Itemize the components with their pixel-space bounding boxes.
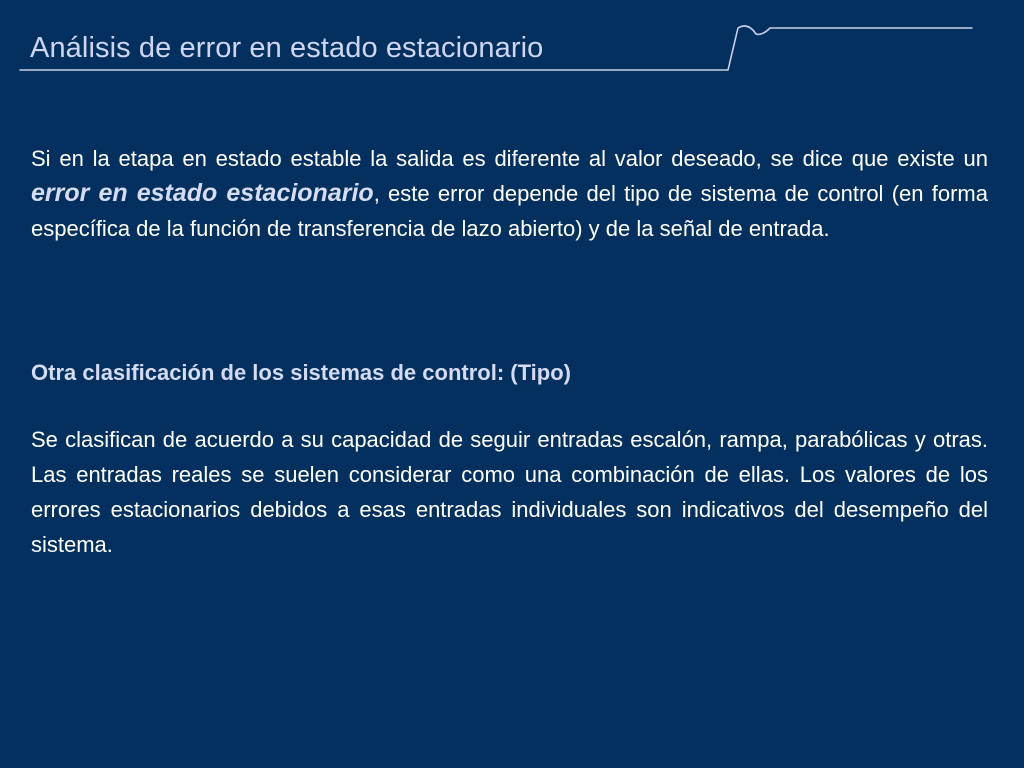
paragraph-classification: Se clasifican de acuerdo a su capacidad de seguir entradas escalón, rampa, parabólicas y otras. Las entradas reales se suelen considerar como una combinación de ellas. Los valores de los errores estacionarios debidos a esas entradas individuales son indicativos del desempeño del sistema.	[31, 427, 988, 557]
paragraph-definition-end: , este error depende del tipo de sistema de control (en forma específica de la función de transferencia de lazo abierto) y de la señal de entrada.	[31, 181, 988, 241]
paragraph-definition	[31, 141, 988, 246]
emphasized-term: error en estado estacionario	[31, 179, 374, 207]
slide-title: Análisis de error en estado estacionario	[30, 32, 544, 64]
section-heading: Otra clasificación de los sistemas de control: (Tipo)	[31, 360, 571, 385]
paragraph-definition-start: Si en la etapa en estado estable la salida es diferente al valor deseado, se dice que existe un	[31, 146, 988, 171]
